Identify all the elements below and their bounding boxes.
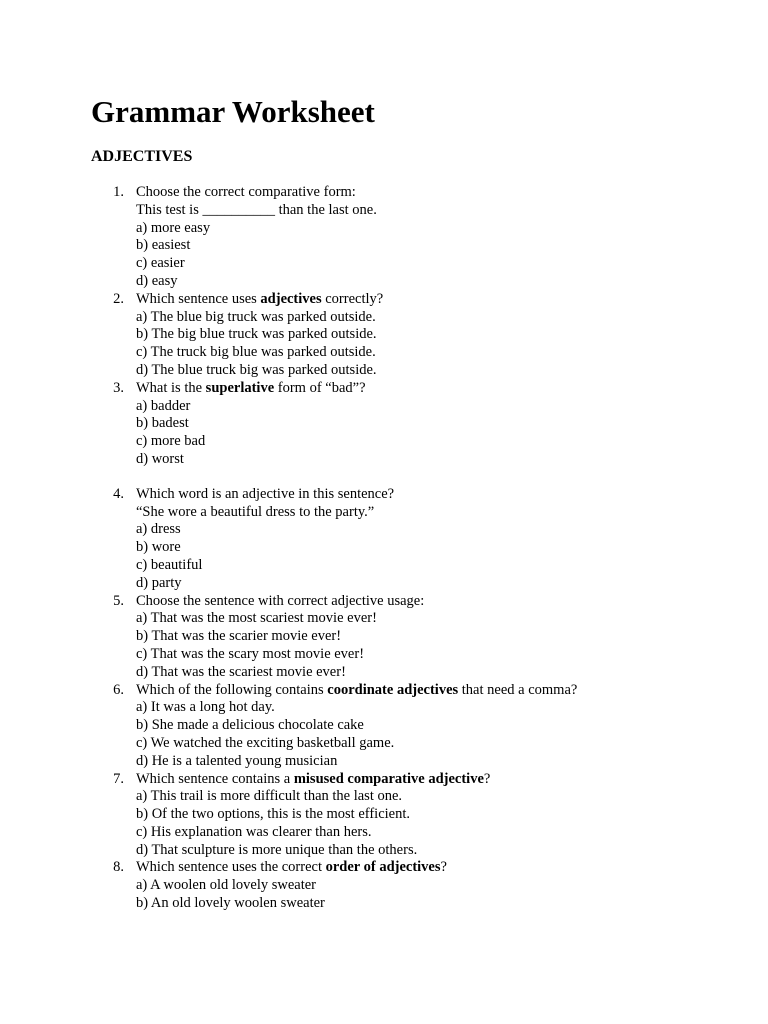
question-number: 2. bbox=[113, 290, 124, 307]
prompt-text: Which sentence uses bbox=[136, 290, 261, 307]
question-item bbox=[91, 593, 711, 682]
answer-option: d) worst bbox=[136, 450, 184, 467]
answer-option: c) His explanation was clearer than hers. bbox=[136, 823, 372, 840]
answer-option: a) This trail is more difficult than the last one. bbox=[136, 788, 403, 805]
question-item bbox=[91, 380, 711, 469]
prompt-text: Which sentence contains a bbox=[136, 770, 294, 787]
answer-options bbox=[136, 309, 711, 380]
answer-option: c) That was the scary most movie ever! bbox=[136, 645, 365, 662]
question-number: 1. bbox=[113, 184, 124, 200]
question-prompt bbox=[136, 682, 711, 700]
prompt-text: that need a comma? bbox=[458, 681, 578, 698]
prompt-emphasis: adjectives bbox=[260, 290, 322, 307]
question-prompt bbox=[136, 291, 711, 309]
question-prompt bbox=[136, 771, 711, 789]
question-sentence: This test is __________ than the last one. bbox=[136, 201, 377, 218]
question-prompt bbox=[136, 486, 711, 504]
prompt-emphasis: misused comparative adjective bbox=[293, 770, 484, 787]
page-title: Grammar Worksheet bbox=[91, 94, 375, 129]
question-number: 6. bbox=[113, 681, 124, 698]
answer-option: a) more easy bbox=[136, 219, 211, 236]
answer-option: d) That sculpture is more unique than the others. bbox=[136, 841, 418, 858]
question-item bbox=[91, 682, 711, 771]
answer-option: b) easiest bbox=[136, 237, 191, 254]
prompt-text: Which word is an adjective in this sentence? bbox=[136, 485, 395, 502]
prompt-text: Choose the correct comparative form: bbox=[136, 184, 356, 200]
prompt-text: Which of the following contains bbox=[136, 681, 328, 698]
prompt-text: ? bbox=[440, 859, 447, 876]
answer-options bbox=[136, 220, 711, 291]
answer-option: b) Of the two options, this is the most efficient. bbox=[136, 806, 410, 823]
answer-option: c) more bad bbox=[136, 433, 206, 450]
section-heading: ADJECTIVES bbox=[91, 148, 193, 165]
question-item bbox=[91, 486, 711, 593]
answer-option: a) The blue big truck was parked outside. bbox=[136, 308, 376, 325]
answer-option: a) A woolen old lovely sweater bbox=[136, 877, 316, 894]
question-prompt bbox=[136, 380, 711, 398]
answer-options bbox=[136, 610, 711, 681]
answer-options bbox=[136, 699, 711, 770]
answer-option: b) badest bbox=[136, 415, 189, 432]
question-item bbox=[91, 859, 711, 912]
question-number: 5. bbox=[113, 592, 124, 609]
prompt-text: What is the bbox=[136, 379, 206, 396]
answer-option: d) He is a talented young musician bbox=[136, 752, 338, 769]
question-item bbox=[91, 291, 711, 380]
question-number: 8. bbox=[113, 859, 124, 876]
answer-option: d) easy bbox=[136, 272, 178, 289]
answer-option: b) An old lovely woolen sweater bbox=[136, 895, 325, 912]
answer-option: c) We watched the exciting basketball game. bbox=[136, 734, 395, 751]
answer-option: b) She made a delicious chocolate cake bbox=[136, 717, 364, 734]
question-number: 3. bbox=[113, 379, 124, 396]
answer-option: d) party bbox=[136, 574, 182, 591]
answer-option: a) dress bbox=[136, 521, 181, 538]
question-prompt bbox=[136, 184, 711, 202]
question-number: 7. bbox=[113, 770, 124, 787]
answer-option: a) badder bbox=[136, 397, 191, 414]
prompt-text: form of “bad”? bbox=[274, 379, 366, 396]
question-list bbox=[91, 184, 711, 913]
answer-option: c) easier bbox=[136, 255, 185, 272]
prompt-text: ? bbox=[483, 770, 491, 787]
answer-option: c) beautiful bbox=[136, 556, 203, 573]
question-number: 4. bbox=[113, 485, 124, 502]
question-item bbox=[91, 184, 711, 291]
answer-options bbox=[136, 788, 711, 859]
answer-options bbox=[136, 521, 711, 592]
answer-options bbox=[136, 398, 711, 469]
answer-option: c) The truck big blue was parked outside. bbox=[136, 344, 376, 361]
prompt-emphasis: superlative bbox=[205, 379, 275, 396]
answer-option: a) That was the most scariest movie ever! bbox=[136, 610, 377, 627]
prompt-emphasis: order of adjectives bbox=[325, 859, 441, 876]
question-prompt bbox=[136, 593, 711, 611]
prompt-emphasis: coordinate adjectives bbox=[327, 681, 459, 698]
answer-option: a) It was a long hot day. bbox=[136, 699, 275, 716]
answer-option: b) The big blue truck was parked outside. bbox=[136, 326, 377, 343]
answer-option: b) That was the scarier movie ever! bbox=[136, 628, 342, 645]
question-prompt bbox=[136, 859, 711, 877]
prompt-text: Which sentence uses the correct bbox=[136, 859, 326, 876]
question-item bbox=[91, 771, 711, 860]
answer-option: d) The blue truck big was parked outside. bbox=[136, 361, 377, 378]
question-sentence: “She wore a beautiful dress to the party.” bbox=[136, 503, 375, 520]
answer-option: d) That was the scariest movie ever! bbox=[136, 663, 346, 680]
prompt-text: Choose the sentence with correct adjective usage: bbox=[136, 592, 425, 609]
answer-option: b) wore bbox=[136, 539, 181, 556]
prompt-text: correctly? bbox=[321, 290, 384, 307]
answer-options bbox=[136, 877, 711, 913]
